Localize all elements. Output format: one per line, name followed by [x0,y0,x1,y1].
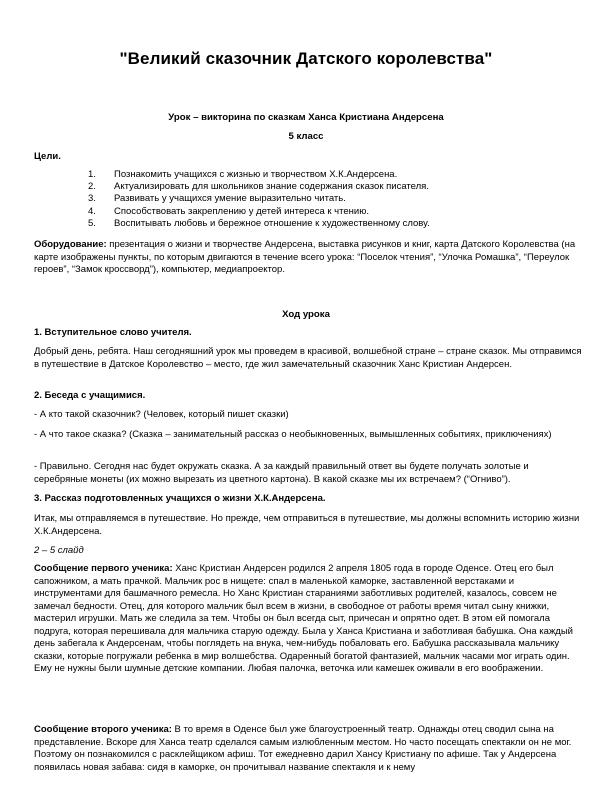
goal-item [88,169,568,181]
section3-heading: 3. Рассказ подготовленных учащихся о жизни Х.К.Андерсена. [34,493,326,504]
section2-question-2: - А что такое сказка? (Сказка – занимательный рассказ о необыкновенных, вымышленных событиях, приключениях) [34,429,552,440]
section2-heading: 2. Беседа с учащимися. [34,390,146,401]
section1-heading: 1. Вступительное слово учителя. [34,327,192,338]
lesson-subtitle: Урок – викторина по сказкам Ханса Кристиана Андерсена [168,112,444,123]
first-message-text: Ханс Кристиан Андерсен родился 2 апреля 1805 года в городе Оденсе. Отец его был сапожником, а мать прачкой. Мальчик рос в нищете: спал в маленькой каморке, заставленной верстаками и инструментами для башмачного ремесла. Но Ханс Кристиан стараниями заботливых родителей, казалось, совсем не замечал бедности. Отец, для которого мальчик был всем в жизни, в свободное от работы время читал сыну книжки, мастерил игрушки. Мать же следила за тем. Чтобы он был всегда сыт, причесан и опрятно одет. В этом ей помогала подруга, которая перешивала для мальчика старую одежду. Была у Ханса Кристиана и заботливая бабушка. Она каждый день забегала к Андерсенам, чтобы поглядеть на внука, чем-нибудь побаловать его. Бабушка рассказывала мальчику сказки, которые погружали ребенка в мир волшебства. Одаренный богатой фантазией, мальчик часами мог играть один. Ему не нужны были шумные детские компании. Любая палочка, веточка или камешек оживали в его воображении. [34,563,573,674]
second-student-message [34,724,582,774]
goals-heading: Цели. [34,151,61,162]
goal-item [88,206,568,218]
first-message-label: Сообщение первого ученика: [34,563,173,574]
goal-number: 2. [88,181,96,193]
goal-text: Познакомить учащихся с жизнью и творчеством Х.К.Андерсена. [114,169,398,180]
slides-note: 2 – 5 слайд [34,545,84,556]
goal-item [88,218,568,230]
document-title: "Великий сказочник Датского королевства" [119,49,493,68]
goal-number: 5. [88,217,96,229]
goal-number: 3. [88,193,96,205]
goal-number: 1. [88,169,96,180]
goal-text: Развивать у учащихся умение выразительно читать. [114,193,346,205]
second-message-label: Сообщение второго ученика: [34,724,172,735]
goal-text: Способствовать закреплению у детей интереса к чтению. [114,205,369,217]
goals-list [88,169,568,230]
equipment-text: презентация о жизни и творчестве Андерсена, выставка рисунков и книг, карта Датского Королевства (на карте изображены пункты, по которым двигаются в течение всего урока: “Поселок чтения”, “Улочка Ромашка”, “Переулок героев”, “Замок кроссворд”), компьютер, медиапроектор. [34,239,576,276]
section2-question-1: - А кто такой сказочник? (Человек, который пишет сказки) [34,409,289,420]
section2-answer: - Правильно. Сегодня нас будет окружать сказка. А за каждый правильный ответ вы будете получать золотые и серебряные монеты (их можно вырезать из цветного картона). В какой сказке мы их встречаем? (“Огниво”). [34,461,529,485]
goal-item [88,193,568,205]
equipment-label: Оборудование: [34,239,107,250]
second-message-text: В то время в Оденсе был уже благоустроенный театр. Однажды отец сводил сына на представление. Вскоре для Ханса театр сделался самым излюбленным местом. Но часто посещать спектакли он не мог. Поэтому он познакомился с расклейщиком афиш. Тот ежедневно дарил Хансу Кристиану по афише. Так у Андерсена появилась новая забава: сидя в каморке, он прочитывал название спектакля и к нему [34,724,572,773]
lesson-heading: Ход урока [282,309,330,320]
grade-label: 5 класс [288,131,324,142]
section3-intro: Итак, мы отправляемся в путешествие. Но прежде, чем отправиться в путешествие, мы должны вспомнить историю жизни Х.К.Андерсена. [34,513,580,537]
section1-text: Добрый день, ребята. Наш сегодняшний урок мы проведем в красивой, волшебной стране – стране сказок. Мы отправимся в путешествие в Датское Королевство – место, где жил замечательный сказочник Ханс Кристиан Андерсен. [34,346,582,370]
equipment-paragraph [34,239,582,277]
goal-text: Актуализировать для школьников знание содержания сказок писателя. [114,181,429,193]
goal-number: 4. [88,205,96,217]
first-student-message [34,563,582,676]
goal-item [88,181,568,193]
goal-text: Воспитывать любовь и бережное отношение к художественному слову. [114,217,430,229]
